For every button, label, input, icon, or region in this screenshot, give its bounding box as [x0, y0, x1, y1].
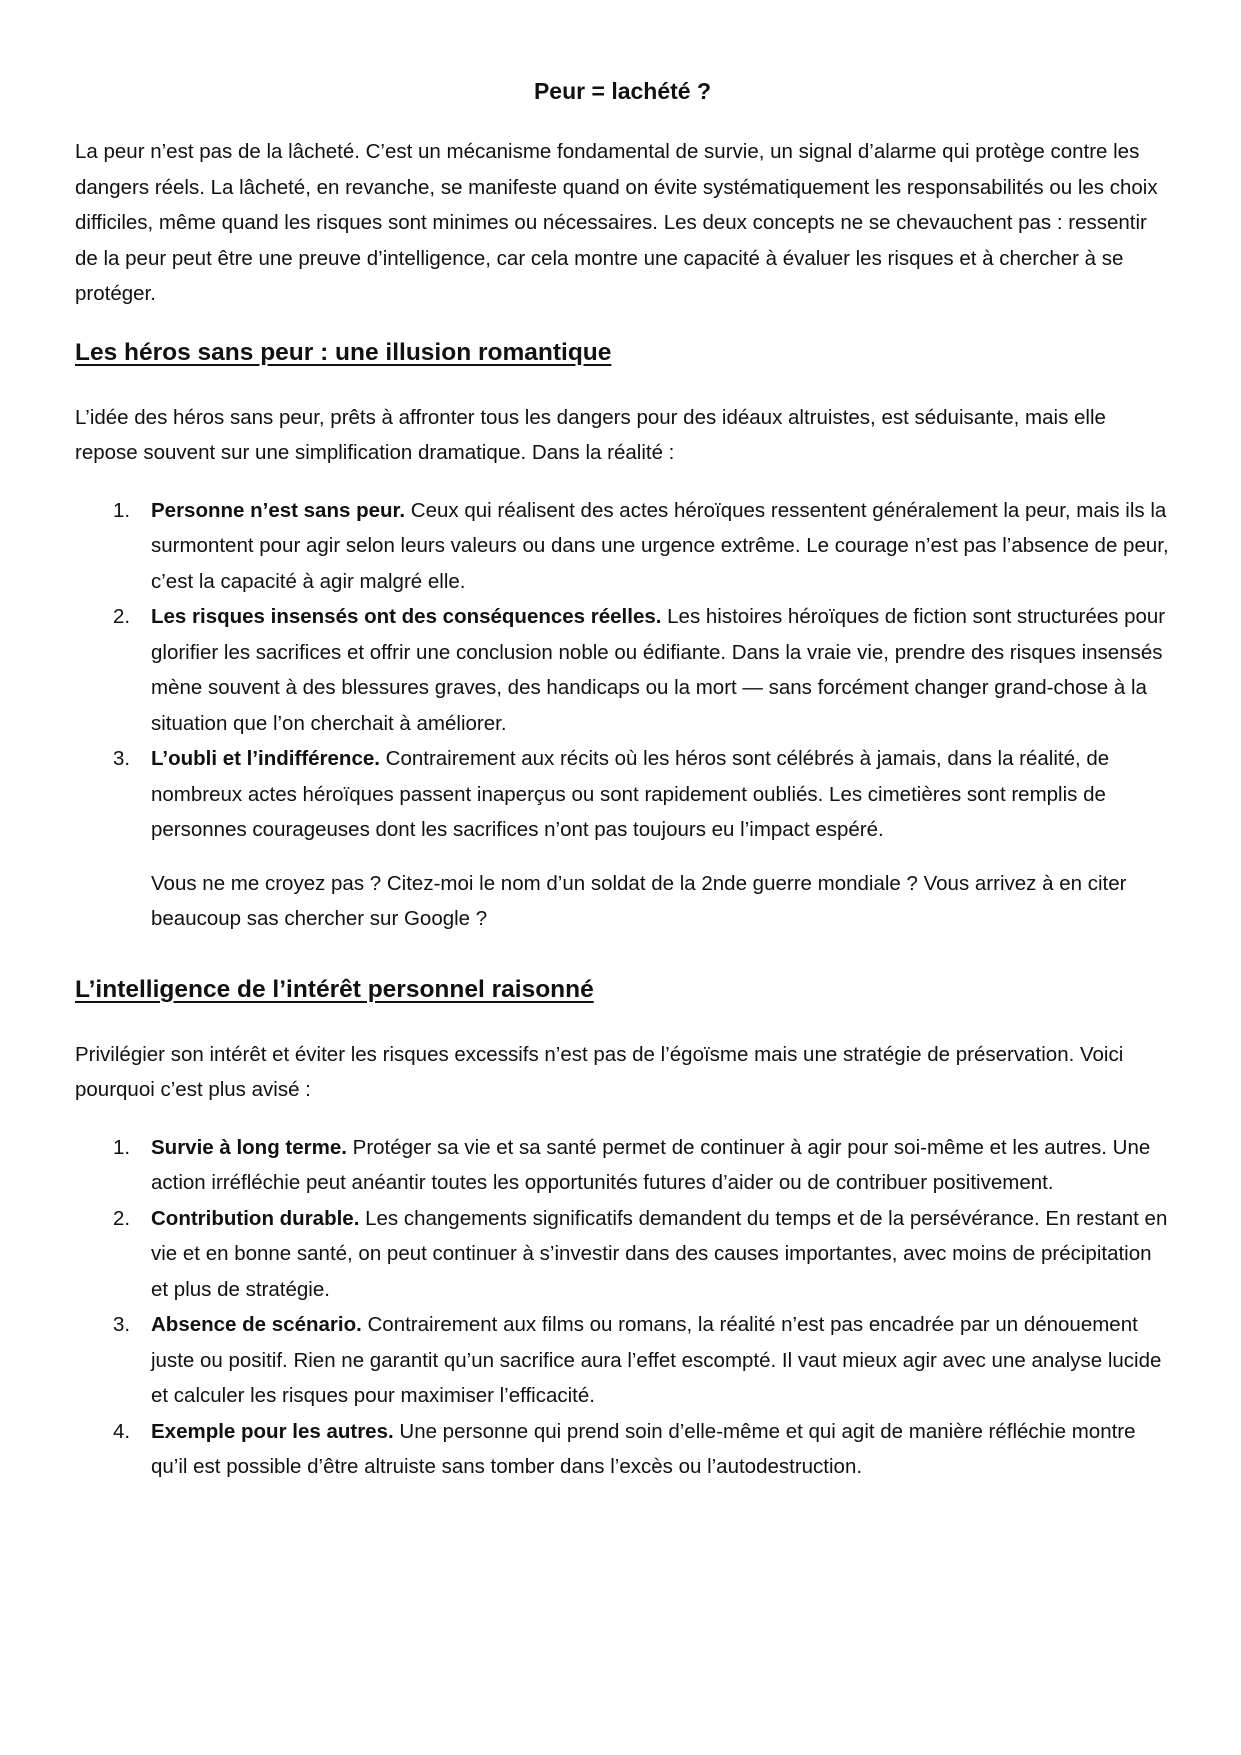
list-note-paragraph: Vous ne me croyez pas ? Citez-moi le nom d’un soldat de la 2nde guerre mondiale ? Vous arrivez à en citer beaucoup sas chercher sur Google ? [151, 871, 1127, 930]
list-item-text: Une personne qui prend soin d’elle-même et qui agit de manière réfléchie montre qu’il est possible d’être altruiste sans tomber dans l’excès ou l’autodestruction. [151, 1419, 1136, 1478]
list-item-text: Contrairement aux films ou romans, la réalité n’est pas encadrée par un dénouement juste ou positif. Rien ne garantit qu’un sacrifice aura l’effet escompté. Il vaut mieux agir avec une analyse lucide et calculer les risques pour maximiser l’efficacité. [151, 1313, 1162, 1407]
list-item-lead: Absence de scénario. [151, 1313, 362, 1336]
document-page [75, 74, 1170, 1485]
list-number: 1. [113, 1135, 131, 1159]
list-item-lead: Exemple pour les autres. [151, 1419, 394, 1443]
list-item-text: Les changements significatifs demandent du temps et de la persévérance. En restant en vie et en bonne santé, on peut continuer à s’investir dans des causes importantes, avec moins de précipitation et plus de stratégie. [151, 1206, 1168, 1301]
list-item-text: Les histoires héroïques de fiction sont structurées pour glorifier les sacrifices et offrir une conclusion noble ou édifiante. Dans la vraie vie, prendre des risques insensés mène souvent à des blessures graves, des handicaps ou la mort — sans forcément changer grand-chose à la situation que l’on cherchait à améliorer. [151, 605, 1166, 735]
list-number: 2. [113, 1206, 131, 1230]
list-number: 3. [113, 1313, 131, 1336]
section-heading: L’intelligence de l’intérêt personnel raisonné [75, 975, 594, 1003]
list-number: 3. [113, 747, 131, 770]
numbered-list [75, 1130, 1170, 1485]
section-self-interest [75, 973, 1170, 1485]
list-number: 1. [113, 498, 131, 522]
list-item [75, 1414, 1170, 1485]
list-item-text: Ceux qui réalisent des actes héroïques ressentent généralement la peur, mais ils la surmontent pour agir selon leurs valeurs ou dans une urgence extrême. Le courage n’est pas l’absence de peur, c’est la capacité à agir malgré elle. [151, 498, 1169, 593]
section-heading: Les héros sans peur : une illusion romantique [75, 338, 612, 366]
document-title: Peur = lachété ? [533, 78, 712, 104]
list-item-lead: L’oubli et l’indifférence. [151, 747, 380, 770]
list-item [75, 1201, 1170, 1308]
list-item-lead: Les risques insensés ont des conséquences réelles. [151, 605, 662, 628]
section-heroes [75, 336, 1170, 937]
intro-paragraph: La peur n’est pas de la lâcheté. C’est un mécanisme fondamental de survie, un signal d’alarme qui protège contre les dangers réels. La lâcheté, en revanche, se manifeste quand on évite systématiquement les responsabilités ou les choix difficiles, même quand les risques sont minimes ou nécessaires. Les deux concepts ne se chevauchent pas : ressentir de la peur peut être une preuve d’intelligence, car cela montre une capacité à évaluer les risques et à chercher à se protéger. [75, 140, 1158, 305]
list-item-lead: Survie à long terme. [151, 1135, 347, 1159]
list-item [75, 1307, 1170, 1414]
list-item [75, 741, 1170, 848]
list-number: 4. [113, 1419, 131, 1443]
list-item [75, 1130, 1170, 1201]
list-item-lead: Contribution durable. [151, 1206, 360, 1230]
list-item-text: Protéger sa vie et sa santé permet de continuer à agir pour soi-même et les autres. Une action irréfléchie peut anéantir toutes les opportunités futures d’aider ou de contribuer positivement. [151, 1135, 1151, 1194]
section-intro-paragraph: Privilégier son intérêt et éviter les risques excessifs n’est pas de l’égoïsme mais une stratégie de préservation. Voici pourquoi c’est plus avisé : [75, 1042, 1124, 1101]
list-item-lead: Personne n’est sans peur. [151, 498, 406, 522]
list-item [75, 493, 1170, 600]
section-intro-paragraph: L’idée des héros sans peur, prêts à affronter tous les dangers pour des idéaux altruistes, est séduisante, mais elle repose souvent sur une simplification dramatique. Dans la réalité : [75, 405, 1106, 464]
list-item-text: Contrairement aux récits où les héros sont célébrés à jamais, dans la réalité, de nombreux actes héroïques passent inaperçus ou sont rapidement oubliés. Les cimetières sont remplis de personnes courageuses dont les sacrifices n’ont pas toujours eu l’impact espéré. [151, 747, 1110, 841]
list-item [75, 599, 1170, 741]
list-number: 2. [113, 605, 131, 628]
numbered-list [75, 493, 1170, 848]
